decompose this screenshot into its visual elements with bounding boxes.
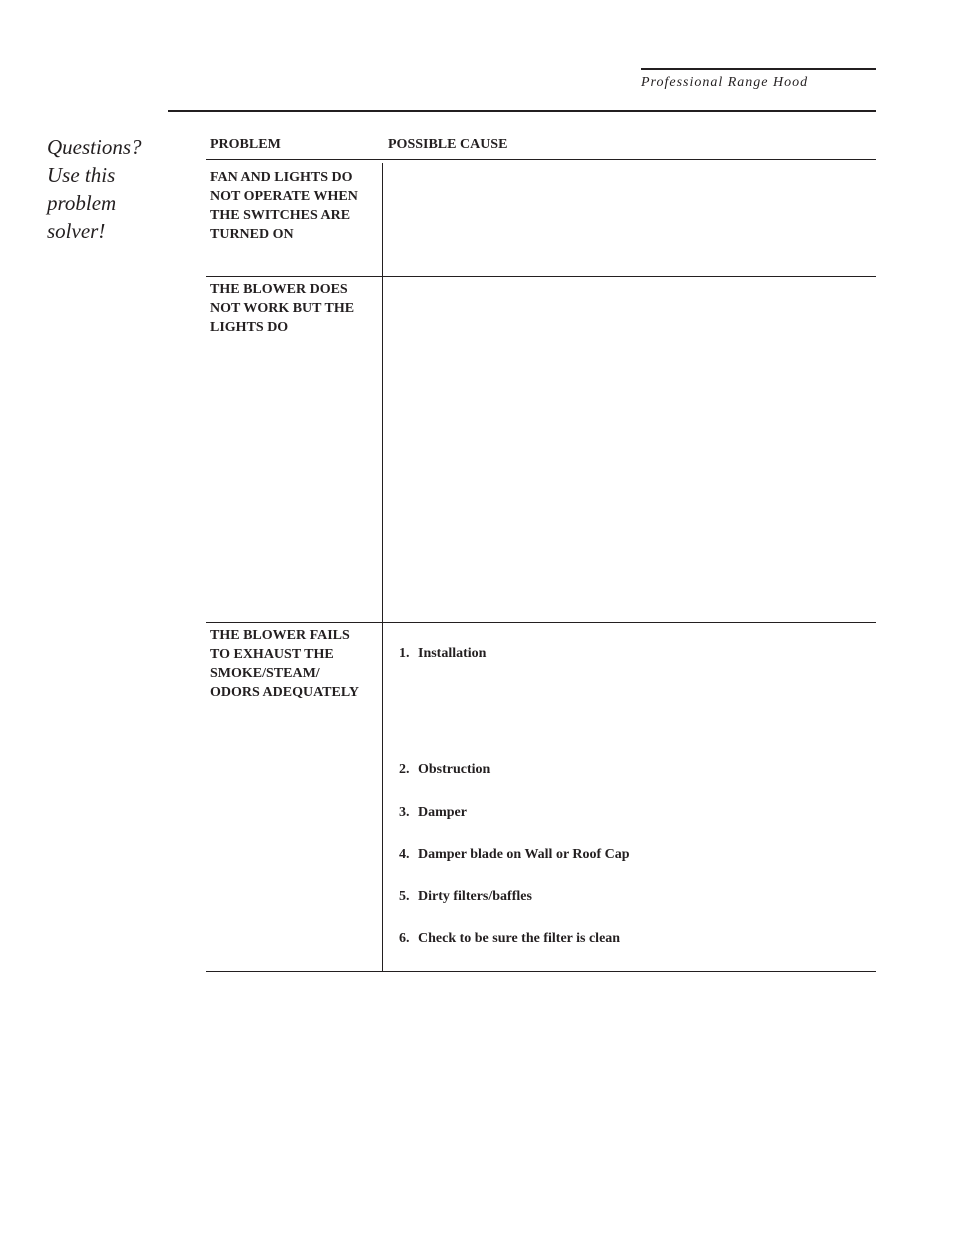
cause-text: Installation <box>418 646 487 661</box>
cause-item-dirty-filters <box>399 889 532 905</box>
column-divider <box>382 163 383 971</box>
side-note-line: problem <box>47 191 117 215</box>
table-rule <box>206 971 876 972</box>
header-divider <box>168 110 876 112</box>
cause-number: 6. <box>399 931 410 946</box>
cause-number: 3. <box>399 805 410 820</box>
cause-text: Dirty filters/baffles <box>418 889 532 904</box>
cause-number: 4. <box>399 847 410 862</box>
problem-line: SMOKE/STEAM/ <box>210 666 320 681</box>
cause-item-damper-blade <box>399 847 630 863</box>
problem-line: TO EXHAUST THE <box>210 647 334 662</box>
cause-number: 5. <box>399 889 410 904</box>
column-header-cause: POSSIBLE CAUSE <box>388 137 508 152</box>
problem-line: FAN AND LIGHTS DO <box>210 170 353 185</box>
side-note <box>47 133 167 245</box>
problem-line: NOT WORK BUT THE <box>210 301 355 316</box>
side-note-line: solver! <box>47 219 106 243</box>
side-note-line: Questions? <box>47 135 142 159</box>
cause-item-filter-clean <box>399 931 620 947</box>
header-title: Professional Range Hood <box>641 75 809 90</box>
table-rule <box>206 276 876 277</box>
table-rule <box>206 159 876 160</box>
problem-line: THE SWITCHES ARE <box>210 208 351 223</box>
cause-text: Check to be sure the filter is clean <box>418 931 621 946</box>
cause-number: 1. <box>399 646 410 661</box>
table-row-problem <box>210 280 380 337</box>
cause-number: 2. <box>399 762 410 777</box>
table-row-problem <box>210 168 380 244</box>
column-header-problem: PROBLEM <box>210 137 281 152</box>
problem-line: ODORS ADEQUATELY <box>210 685 359 700</box>
problem-line: TURNED ON <box>210 227 294 242</box>
problem-line: LIGHTS DO <box>210 320 289 335</box>
header-rule <box>641 68 876 70</box>
cause-item-damper <box>399 805 467 821</box>
table-rule <box>206 622 876 623</box>
table-row-problem <box>210 626 380 702</box>
problem-line: THE BLOWER DOES <box>210 282 348 297</box>
cause-text: Damper blade on Wall or Roof Cap <box>418 847 630 862</box>
side-note-line: Use this <box>47 163 116 187</box>
cause-text: Obstruction <box>418 762 491 777</box>
problem-line: NOT OPERATE WHEN <box>210 189 358 204</box>
problem-line: THE BLOWER FAILS <box>210 628 350 643</box>
cause-item-obstruction <box>399 762 490 778</box>
cause-item-installation <box>399 646 486 662</box>
cause-text: Damper <box>418 805 467 820</box>
